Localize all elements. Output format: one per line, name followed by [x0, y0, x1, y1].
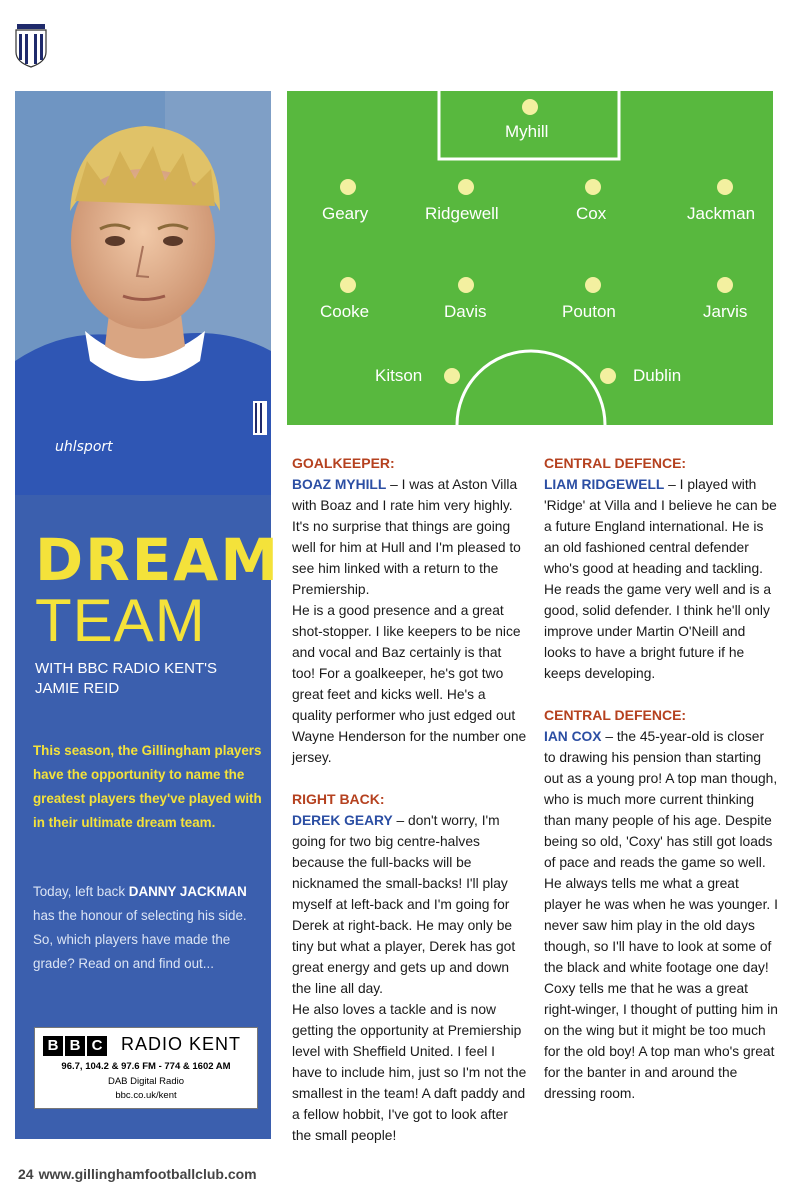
bbc-letter: B — [65, 1036, 85, 1056]
player-name-geary: DEREK GEARY — [292, 813, 393, 828]
right-back-paragraph-2: He also loves a tackle and is now getting the opportunity at Premiership level with Sheffield United. I feel I have to include him, just so I'm not the smallest in the team! A daft paddy and a fellow hobbit, I've got to look after the small people! — [292, 1002, 527, 1143]
bbc-url: bbc.co.uk/kent — [115, 1090, 177, 1101]
section-heading-central-defence-1: CENTRAL DEFENCE: — [544, 455, 687, 471]
player-name-cox: IAN COX — [544, 729, 602, 744]
subtitle-line-1: WITH BBC RADIO KENT'S — [35, 660, 218, 677]
feature-panel — [15, 495, 281, 1139]
player-label-def2: Ridgewell — [425, 204, 499, 223]
footer-url[interactable]: www.gillinghamfootballclub.com — [38, 1166, 257, 1182]
article-column-1 — [292, 453, 528, 1146]
section-gap — [292, 768, 528, 789]
team-formation-pitch — [287, 91, 773, 425]
player-marker — [717, 179, 733, 195]
central-defence-1-paragraph-2: He reads the game very well and is a good, solid defender. I think he'll only improve under Martin O'Neill and looks to have a bright future if he keeps developing. — [544, 582, 771, 681]
bbc-letter: C — [87, 1036, 107, 1056]
page-footer — [18, 1166, 257, 1182]
today-text-after: has the honour of selecting his side. So, which players have made the grade? Read on and find out... — [33, 908, 247, 971]
today-player-name: DANNY JACKMAN — [128, 884, 247, 899]
today-text-before: Today, left back — [33, 884, 129, 899]
player-marker — [458, 179, 474, 195]
goalkeeper-paragraph-1 — [292, 474, 528, 600]
central-defence-1-text-1: – I played with 'Ridge' at Villa and I believe he can be a future England international. He is an old fashioned central defender who's good at heading and tackling. — [544, 477, 777, 576]
bbc-station-name: RADIO KENT — [121, 1034, 242, 1054]
section-gap — [544, 684, 778, 705]
player-label-mid1: Cooke — [320, 302, 370, 321]
player-photo — [15, 91, 271, 495]
bbc-letter: B — [43, 1036, 63, 1056]
player-marker — [458, 277, 474, 293]
goalkeeper-paragraph-2: He is a good presence and a great shot-stopper. I like keepers to be nice and vocal and Baz certainly is that too! For a goalkeeper, he's got two great feet and kicks well. He's a quality performer who just edged out Wayne Henderson for the number one jersey. — [292, 603, 527, 765]
page-number: 24 — [18, 1166, 34, 1182]
player-label-fw1: Kitson — [375, 366, 423, 385]
subtitle-line-2: JAMIE REID — [35, 680, 120, 697]
player-label-def1: Geary — [322, 204, 369, 223]
central-defence-2-paragraph-1 — [544, 726, 778, 978]
central-defence-2-text-1: – the 45-year-old is closer to drawing his pension than starting out as a young pro! A top man though, who is much more current thinking than many people of his age. Despite being so old, 'Coxy' has still got loads of pace and reads the game so well. He always tells me what a great player he was when he was younger. I never saw him play in the old days though, so I'll have to look at some of the black and white footage one day! — [544, 729, 778, 975]
article-column-2 — [544, 453, 778, 1104]
player-label-def3: Cox — [576, 204, 607, 223]
central-defence-2-paragraph-2: Coxy tells me that he was a great right-winger, I thought of putting him in on the wing but it might be too much for the old boy! A top man who's great for the banter in and around the dressing room. — [544, 981, 778, 1101]
player-marker — [444, 368, 460, 384]
player-label-fw2: Dublin — [633, 366, 682, 385]
feature-today — [33, 880, 265, 976]
central-defence-1-paragraph-1 — [544, 474, 778, 579]
bbc-radio-kent-ad — [34, 1027, 258, 1109]
goalkeeper-text-1: – I was at Aston Villa with Boaz and I rate him very highly. It's no surprise that things are going well for him at Hull and I'm pleased to see him linked with a return to the Premiership. — [292, 477, 521, 597]
player-label-mid3: Pouton — [562, 302, 616, 321]
player-name-ridgewell: LIAM RIDGEWELL — [544, 477, 665, 492]
section-heading-goalkeeper: GOALKEEPER: — [292, 455, 395, 471]
bbc-frequencies: 96.7, 104.2 & 97.6 FM - 774 & 1602 AM — [61, 1061, 231, 1072]
svg-text:uhlsport: uhlsport — [55, 439, 113, 455]
feature-title-dream: DREAM — [35, 526, 281, 594]
club-crest-icon — [14, 22, 48, 68]
feature-title-team: TEAM — [35, 587, 206, 654]
feature-subtitle — [35, 659, 265, 699]
player-marker — [585, 179, 601, 195]
section-heading-right-back: RIGHT BACK: — [292, 791, 385, 807]
section-heading-central-defence-2: CENTRAL DEFENCE: — [544, 707, 687, 723]
player-label-mid4: Jarvis — [703, 302, 748, 321]
right-back-paragraph-1 — [292, 810, 528, 999]
right-back-text-1: – don't worry, I'm going for two big centre-halves because the full-backs will be nicknamed the small-backs! I'll play myself at left-back and I'm going for Derek at right-back. He may only be tiny but what a player, Derek has got great energy and gets up and down the line all day. — [292, 813, 516, 996]
player-marker — [717, 277, 733, 293]
left-column — [15, 91, 281, 1139]
player-marker — [585, 277, 601, 293]
player-marker — [340, 277, 356, 293]
player-marker — [340, 179, 356, 195]
bbc-logo-icon — [43, 1036, 107, 1056]
player-label-def4: Jackman — [687, 204, 756, 223]
bbc-dab: DAB Digital Radio — [107, 1076, 185, 1087]
player-label-gk: Myhill — [505, 122, 549, 141]
player-marker — [600, 368, 616, 384]
player-name-myhill: BOAZ MYHILL — [292, 477, 387, 492]
player-marker — [522, 99, 538, 115]
feature-intro: This season, the Gillingham players have the opportunity to name the greatest players they've played with in their ultimate dream team. — [33, 743, 262, 830]
player-label-mid2: Davis — [444, 302, 487, 321]
